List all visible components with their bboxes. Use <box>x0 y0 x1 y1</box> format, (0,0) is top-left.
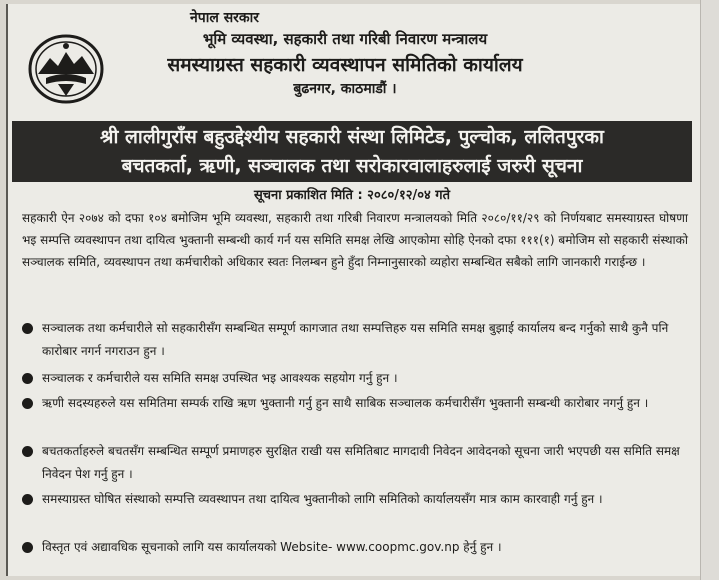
list-item <box>20 488 688 534</box>
list-item-text: समस्याग्रस्त घोषित संस्थाको सम्पत्ति व्यवस्थापन तथा दायित्व भुक्तानीको लागि समितिको कार्यालयसँग मात्र काम कारवाही गर्नु हुन । <box>42 492 603 506</box>
office-header <box>110 8 580 98</box>
office-address: बुढनगर, काठमाडौं । <box>293 81 397 97</box>
govt-name: नेपाल सरकार <box>190 10 260 26</box>
bullet-icon <box>22 494 33 505</box>
list-item-text: बचतकर्ताहरुले बचतसँग सम्बन्धित सम्पूर्ण प्रमाणहरु सुरक्षित राखी यस समितिबाट मागदावी निवेदन आवेदनको सूचना जारी भएपछी यस समिति समक्ष निवेदन पेश गर्नु हुन । <box>42 444 680 481</box>
publication-date: सूचना प्रकाशित मिति : २०८०/१२/०४ गते <box>253 188 451 203</box>
intro-paragraph: सहकारी ऐन २०७४ को दफा १०४ बमोजिम भूमि व्यवस्था, सहकारी तथा गरिबी निवारण मन्त्रालयको मिति २०८०/११/२९ को निर्णयबाट समस्याग्रस्त घोषणा भइ सम्पत्ति व्यवस्थापन तथा दायित्व भुक्तानी सम्बन्धी कार्य गर्न यस समिति समक्ष लेखि आएकोमा सोहि ऐनको दफा १११(१) बमोजिम सो सहकारी संस्थाको सञ्चालक समिति, व्यवस्थापन तथा कर्मचारीको अधिकार स्वतः निलम्बन हुने हुँदा निम्नानुसारको व्यहोरा सम्बन्धित सबैको लागि जानकारी गराईन्छ । <box>22 211 688 269</box>
list-item-text: सञ्चालक र कर्मचारीले यस समिति समक्ष उपस्थित भइ आवश्यक सहयोग गर्नु हुन । <box>42 371 398 385</box>
nepal-govt-emblem-icon <box>28 34 104 104</box>
office-name: समस्याग्रस्त सहकारी व्यवस्थापन समितिको कार्यालय <box>167 54 523 76</box>
list-item-text: विस्तृत एवं अद्यावधिक सूचनाको लागि यस कार्यालयको Website- www.coopmc.gov.np हेर्नु हुन । <box>42 540 502 554</box>
banner-line-2: बचतकर्ता, ऋणी, सञ्चालक तथा सरोकारवालाहरुलाई जरुरी सूचना <box>121 155 583 177</box>
bullet-icon <box>22 542 33 553</box>
banner-line-1: श्री लालीगुराँस बहुउद्देश्यीय सहकारी संस्था लिमिटेड, पुल्चोक, ललितपुरका <box>100 126 604 148</box>
instruction-list <box>20 317 688 561</box>
list-item-text: ऋणी सदस्यहरुले यस समितिमा सम्पर्क राखि ऋण भुक्तानी गर्नु हुन साथै साबिक सञ्चालक कर्मचारीसँग भुक्तानी सम्बन्धी कारोबार नगर्नु हुन । <box>42 396 649 410</box>
notice-title-banner <box>12 121 692 182</box>
list-item <box>20 317 688 365</box>
ministry-name: भूमि व्यवस्था, सहकारी तथा गरिबी निवारण मन्त्रालय <box>202 30 488 48</box>
list-item <box>20 392 688 438</box>
bullet-icon <box>22 323 33 334</box>
page-edge <box>700 0 719 580</box>
bullet-icon <box>22 373 33 384</box>
bullet-icon <box>22 398 33 409</box>
list-item <box>20 440 688 486</box>
list-item-text: सञ्चालक तथा कर्मचारीले सो सहकारीसँग सम्बन्धित सम्पूर्ण कागजात तथा सम्पत्तिहरु यस समिति समक्ष बुझाई कार्यालय बन्द गर्नुको साथै कुनै पनि कारोबार नगर्न नगराउन हुन । <box>42 321 669 358</box>
list-item <box>20 367 688 390</box>
bullet-icon <box>22 446 33 457</box>
list-item <box>20 536 688 559</box>
